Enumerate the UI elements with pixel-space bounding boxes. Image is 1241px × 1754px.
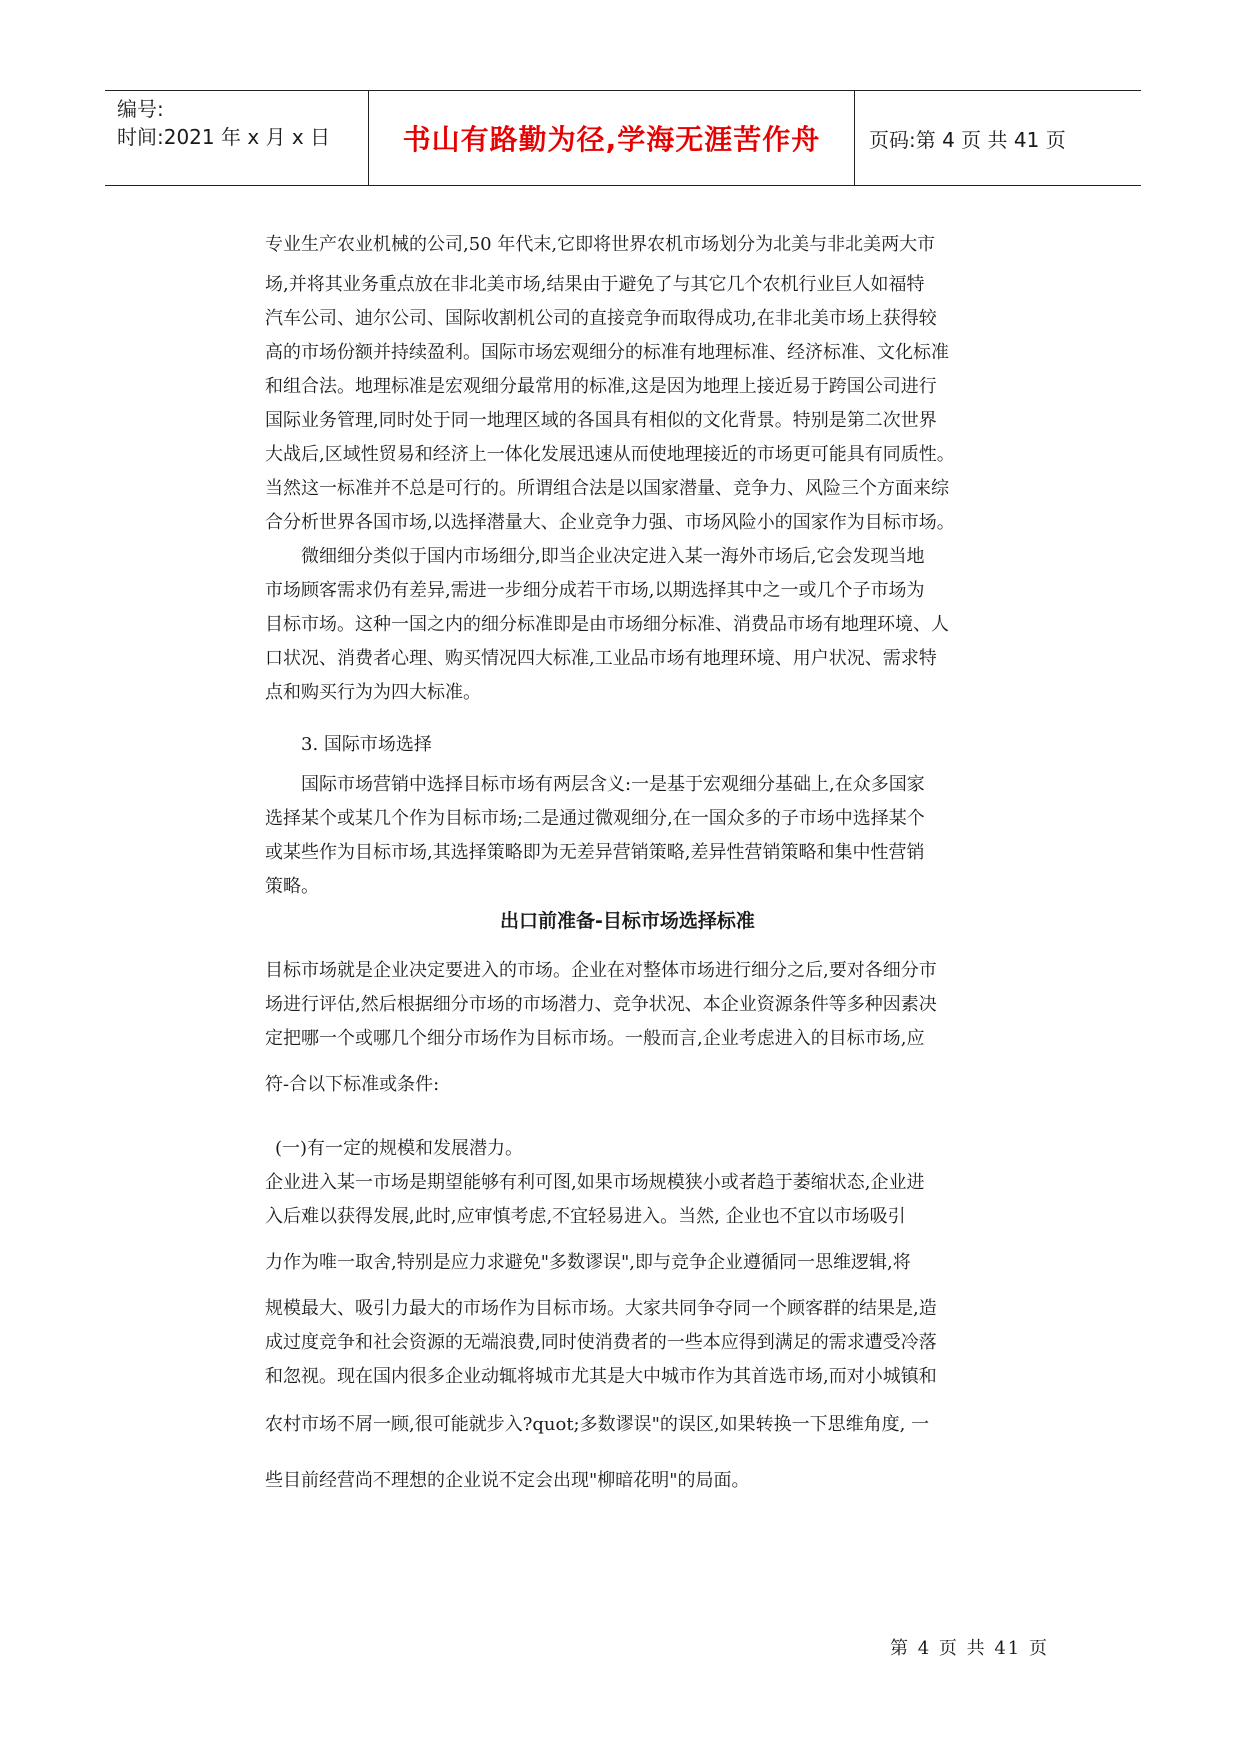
document-number-label: 编号: — [117, 97, 164, 121]
body-line: 规模最大、吸引力最大的市场作为目标市场。大家共同争夺同一个顾客群的结果是,造 — [265, 1298, 937, 1319]
body-line: 市场顾客需求仍有差异,需进一步细分成若干市场,以期选择其中之一或几个子市场为 — [265, 580, 925, 601]
document-time-label: 时间:2021 年 x 月 x 日 — [117, 125, 331, 149]
body-line: 场,并将其业务重点放在非北美市场,结果由于避免了与其它几个农机行业巨人如福特 — [265, 274, 925, 295]
body-line: 场进行评估,然后根据细分市场的市场潜力、竞争状况、本企业资源条件等多种因素决 — [265, 994, 937, 1015]
body-line: 选择某个或某几个作为目标市场;二是通过微观细分,在一国众多的子市场中选择某个 — [265, 808, 925, 829]
body-line: 合分析世界各国市场,以选择潜量大、企业竞争力强、市场风险小的国家作为目标市场。 — [265, 512, 955, 533]
body-line: 定把哪一个或哪几个细分市场作为目标市场。一般而言,企业考虑进入的目标市场,应 — [265, 1028, 925, 1049]
body-line: 微细细分类似于国内市场细分,即当企业决定进入某一海外市场后,它会发现当地 — [301, 546, 925, 567]
body-line: 目标市场就是企业决定要进入的市场。企业在对整体市场进行细分之后,要对各细分市 — [265, 960, 937, 981]
header-table — [105, 90, 1141, 186]
body-line: 些目前经营尚不理想的企业说不定会出现"柳暗花明"的局面。 — [265, 1470, 750, 1491]
body-line: 策略。 — [265, 876, 319, 897]
body-line: 大战后,区域性贸易和经济上一体化发展迅速从而使地理接近的市场更可能具有同质性。 — [265, 444, 955, 465]
body-line: 成过度竞争和社会资源的无端浪费,同时使消费者的一些本应得到满足的需求遭受冷落 — [265, 1332, 937, 1353]
body-line: 口状况、消费者心理、购买情况四大标准,工业品市场有地理环境、用户状况、需求特 — [265, 648, 937, 669]
subsection-heading: (一)有一定的规模和发展潜力。 — [275, 1138, 524, 1159]
body-line: 或某些作为目标市场,其选择策略即为无差异营销策略,差异性营销策略和集中性营销 — [265, 842, 925, 863]
body-line: 农村市场不屑一顾,很可能就步入?quot;多数谬误"的误区,如果转换一下思维角度, 一 — [265, 1414, 930, 1435]
header-meta-cell — [105, 91, 368, 185]
body-line: 高的市场份额并持续盈利。国际市场宏观细分的标准有地理标准、经济标准、文化标准 — [265, 342, 949, 363]
body-line: 专业生产农业机械的公司,50 年代末,它即将世界农机市场划分为北美与非北美两大市 — [265, 234, 936, 255]
body-line: 汽车公司、迪尔公司、国际收割机公司的直接竞争而取得成功,在非北美市场上获得较 — [265, 308, 937, 329]
section-title: 出口前准备-目标市场选择标准 — [500, 910, 755, 932]
body-line: 入后难以获得发展,此时,应审慎考虑,不宜轻易进入。当然, 企业也不宜以市场吸引 — [265, 1206, 906, 1227]
body-line: 国际市场营销中选择目标市场有两层含义:一是基于宏观细分基础上,在众多国家 — [301, 774, 925, 795]
body-line: 和组合法。地理标准是宏观细分最常用的标准,这是因为地理上接近易于跨国公司进行 — [265, 376, 937, 397]
body-line: 国际业务管理,同时处于同一地理区域的各国具有相似的文化背景。特别是第二次世界 — [265, 410, 937, 431]
body-line: 和忽视。现在国内很多企业动辄将城市尤其是大中城市作为其首选市场,而对小城镇和 — [265, 1366, 937, 1387]
page-footer: 第 4 页 共 41 页 — [890, 1638, 1049, 1659]
body-line: 点和购买行为为四大标准。 — [265, 682, 481, 703]
section-heading: 3. 国际市场选择 — [301, 734, 432, 755]
document-body — [265, 228, 990, 1498]
body-line: 当然这一标准并不总是可行的。所谓组合法是以国家潜量、竞争力、风险三个方面来综 — [265, 478, 949, 499]
body-line: 力作为唯一取舍,特别是应力求避免"多数谬误",即与竞争企业遵循同一思维逻辑,将 — [265, 1252, 911, 1273]
body-line: 企业进入某一市场是期望能够有利可图,如果市场规模狭小或者趋于萎缩状态,企业进 — [265, 1172, 925, 1193]
body-line: 符-合以下标准或条件: — [265, 1074, 440, 1095]
header-motto: 书山有路勤为径,学海无涯苦作舟 — [368, 91, 855, 185]
header-page-label: 页码:第 4 页 共 41 页 — [869, 127, 1066, 152]
body-line: 目标市场。这种一国之内的细分标准即是由市场细分标准、消费品市场有地理环境、人 — [265, 614, 949, 635]
